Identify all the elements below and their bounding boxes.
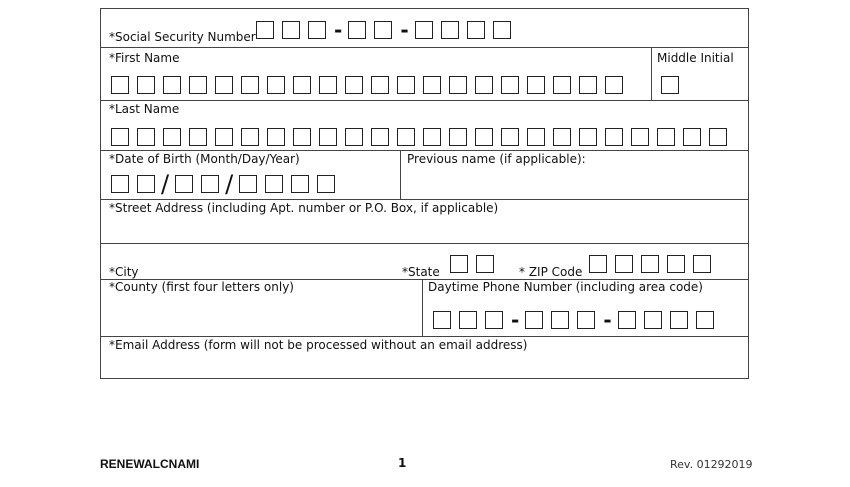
first-name-box[interactable] (189, 76, 207, 94)
row-divider (101, 150, 748, 151)
last-name-box[interactable] (501, 128, 519, 146)
last-name-box[interactable] (709, 128, 727, 146)
row-divider (101, 243, 748, 244)
last-name-box[interactable] (189, 128, 207, 146)
first-name-box[interactable] (579, 76, 597, 94)
state-label: *State (402, 265, 440, 279)
state-input[interactable] (450, 255, 502, 273)
phone-box[interactable] (525, 311, 543, 329)
dob-label: *Date of Birth (Month/Day/Year) (109, 152, 300, 166)
zip-label: * ZIP Code (519, 265, 583, 279)
ssn-box[interactable] (348, 21, 366, 39)
first-name-box[interactable] (423, 76, 441, 94)
phone-box[interactable] (485, 311, 503, 329)
first-name-box[interactable] (527, 76, 545, 94)
last-name-box[interactable] (293, 128, 311, 146)
ssn-dash: - (334, 18, 343, 42)
last-name-box[interactable] (631, 128, 649, 146)
first-name-box[interactable] (163, 76, 181, 94)
zip-box[interactable] (693, 255, 711, 273)
last-name-label: *Last Name (109, 102, 180, 116)
first-name-box[interactable] (267, 76, 285, 94)
page-number: 1 (398, 456, 407, 470)
zip-box[interactable] (667, 255, 685, 273)
phone-box[interactable] (618, 311, 636, 329)
county-label: *County (first four letters only) (109, 280, 294, 294)
dob-box[interactable] (201, 175, 219, 193)
phone-divider (422, 279, 423, 336)
street-address-label: *Street Address (including Apt. number or P.O. Box, if applicable) (109, 201, 499, 215)
ssn-input[interactable] (256, 18, 519, 42)
phone-dash: - (603, 308, 612, 332)
ssn-box[interactable] (308, 21, 326, 39)
first-name-box[interactable] (501, 76, 519, 94)
state-box[interactable] (450, 255, 468, 273)
first-name-box[interactable] (111, 76, 129, 94)
row-divider (101, 336, 748, 337)
previous-name-label: Previous name (if applicable): (407, 152, 586, 166)
middle-initial-input[interactable] (661, 76, 687, 94)
last-name-box[interactable] (579, 128, 597, 146)
phone-box[interactable] (551, 311, 569, 329)
last-name-box[interactable] (267, 128, 285, 146)
last-name-box[interactable] (345, 128, 363, 146)
phone-input[interactable] (433, 308, 722, 332)
last-name-box[interactable] (475, 128, 493, 146)
city-label: *City (109, 265, 139, 279)
dob-box[interactable] (137, 175, 155, 193)
dob-box[interactable] (175, 175, 193, 193)
dob-box[interactable] (265, 175, 283, 193)
phone-box[interactable] (433, 311, 451, 329)
first-name-box[interactable] (241, 76, 259, 94)
first-name-box[interactable] (137, 76, 155, 94)
phone-label: Daytime Phone Number (including area code) (428, 280, 703, 294)
last-name-box[interactable] (371, 128, 389, 146)
first-name-box[interactable] (319, 76, 337, 94)
last-name-box[interactable] (111, 128, 129, 146)
dob-box[interactable] (111, 175, 129, 193)
phone-box[interactable] (459, 311, 477, 329)
ssn-label: *Social Security Number (109, 30, 256, 44)
last-name-box[interactable] (215, 128, 233, 146)
dob-input[interactable] (111, 170, 343, 198)
renewal-form (100, 8, 749, 379)
last-name-box[interactable] (657, 128, 675, 146)
dob-box[interactable] (291, 175, 309, 193)
email-label: *Email Address (form will not be processed without an email address) (109, 338, 528, 352)
first-name-box[interactable] (475, 76, 493, 94)
phone-box[interactable] (577, 311, 595, 329)
last-name-input[interactable] (111, 128, 735, 146)
ssn-box[interactable] (467, 21, 485, 39)
zip-box[interactable] (589, 255, 607, 273)
first-name-box[interactable] (397, 76, 415, 94)
last-name-box[interactable] (319, 128, 337, 146)
last-name-box[interactable] (397, 128, 415, 146)
last-name-box[interactable] (241, 128, 259, 146)
middle-initial-box[interactable] (661, 76, 679, 94)
ssn-box[interactable] (415, 21, 433, 39)
first-name-box[interactable] (345, 76, 363, 94)
dob-box[interactable] (239, 175, 257, 193)
middle-initial-label: Middle Initial (657, 51, 734, 65)
form-name: RENEWALCNAMI (100, 457, 200, 471)
phone-box[interactable] (696, 311, 714, 329)
phone-box[interactable] (670, 311, 688, 329)
last-name-box[interactable] (449, 128, 467, 146)
first-name-box[interactable] (605, 76, 623, 94)
revision: Rev. 01292019 (670, 458, 753, 471)
ssn-dash: - (400, 18, 409, 42)
zip-input[interactable] (589, 255, 719, 273)
dob-box[interactable] (317, 175, 335, 193)
zip-box[interactable] (641, 255, 659, 273)
ssn-box[interactable] (493, 21, 511, 39)
ssn-box[interactable] (441, 21, 459, 39)
ssn-box[interactable] (282, 21, 300, 39)
dob-slash: / (225, 170, 234, 198)
first-name-label: *First Name (109, 51, 180, 65)
last-name-box[interactable] (137, 128, 155, 146)
first-name-input[interactable] (111, 76, 631, 94)
last-name-box[interactable] (527, 128, 545, 146)
last-name-box[interactable] (683, 128, 701, 146)
dob-slash: / (161, 170, 170, 198)
previous-name-divider (400, 150, 401, 199)
first-name-box[interactable] (371, 76, 389, 94)
last-name-box[interactable] (605, 128, 623, 146)
last-name-box[interactable] (423, 128, 441, 146)
phone-dash: - (511, 308, 520, 332)
first-name-box[interactable] (215, 76, 233, 94)
state-box[interactable] (476, 255, 494, 273)
last-name-box[interactable] (163, 128, 181, 146)
ssn-box[interactable] (374, 21, 392, 39)
first-name-box[interactable] (293, 76, 311, 94)
ssn-box[interactable] (256, 21, 274, 39)
last-name-box[interactable] (553, 128, 571, 146)
first-name-box[interactable] (449, 76, 467, 94)
middle-initial-divider (651, 47, 652, 100)
zip-box[interactable] (615, 255, 633, 273)
first-name-box[interactable] (553, 76, 571, 94)
phone-box[interactable] (644, 311, 662, 329)
row-divider (101, 100, 748, 101)
row-divider (101, 199, 748, 200)
